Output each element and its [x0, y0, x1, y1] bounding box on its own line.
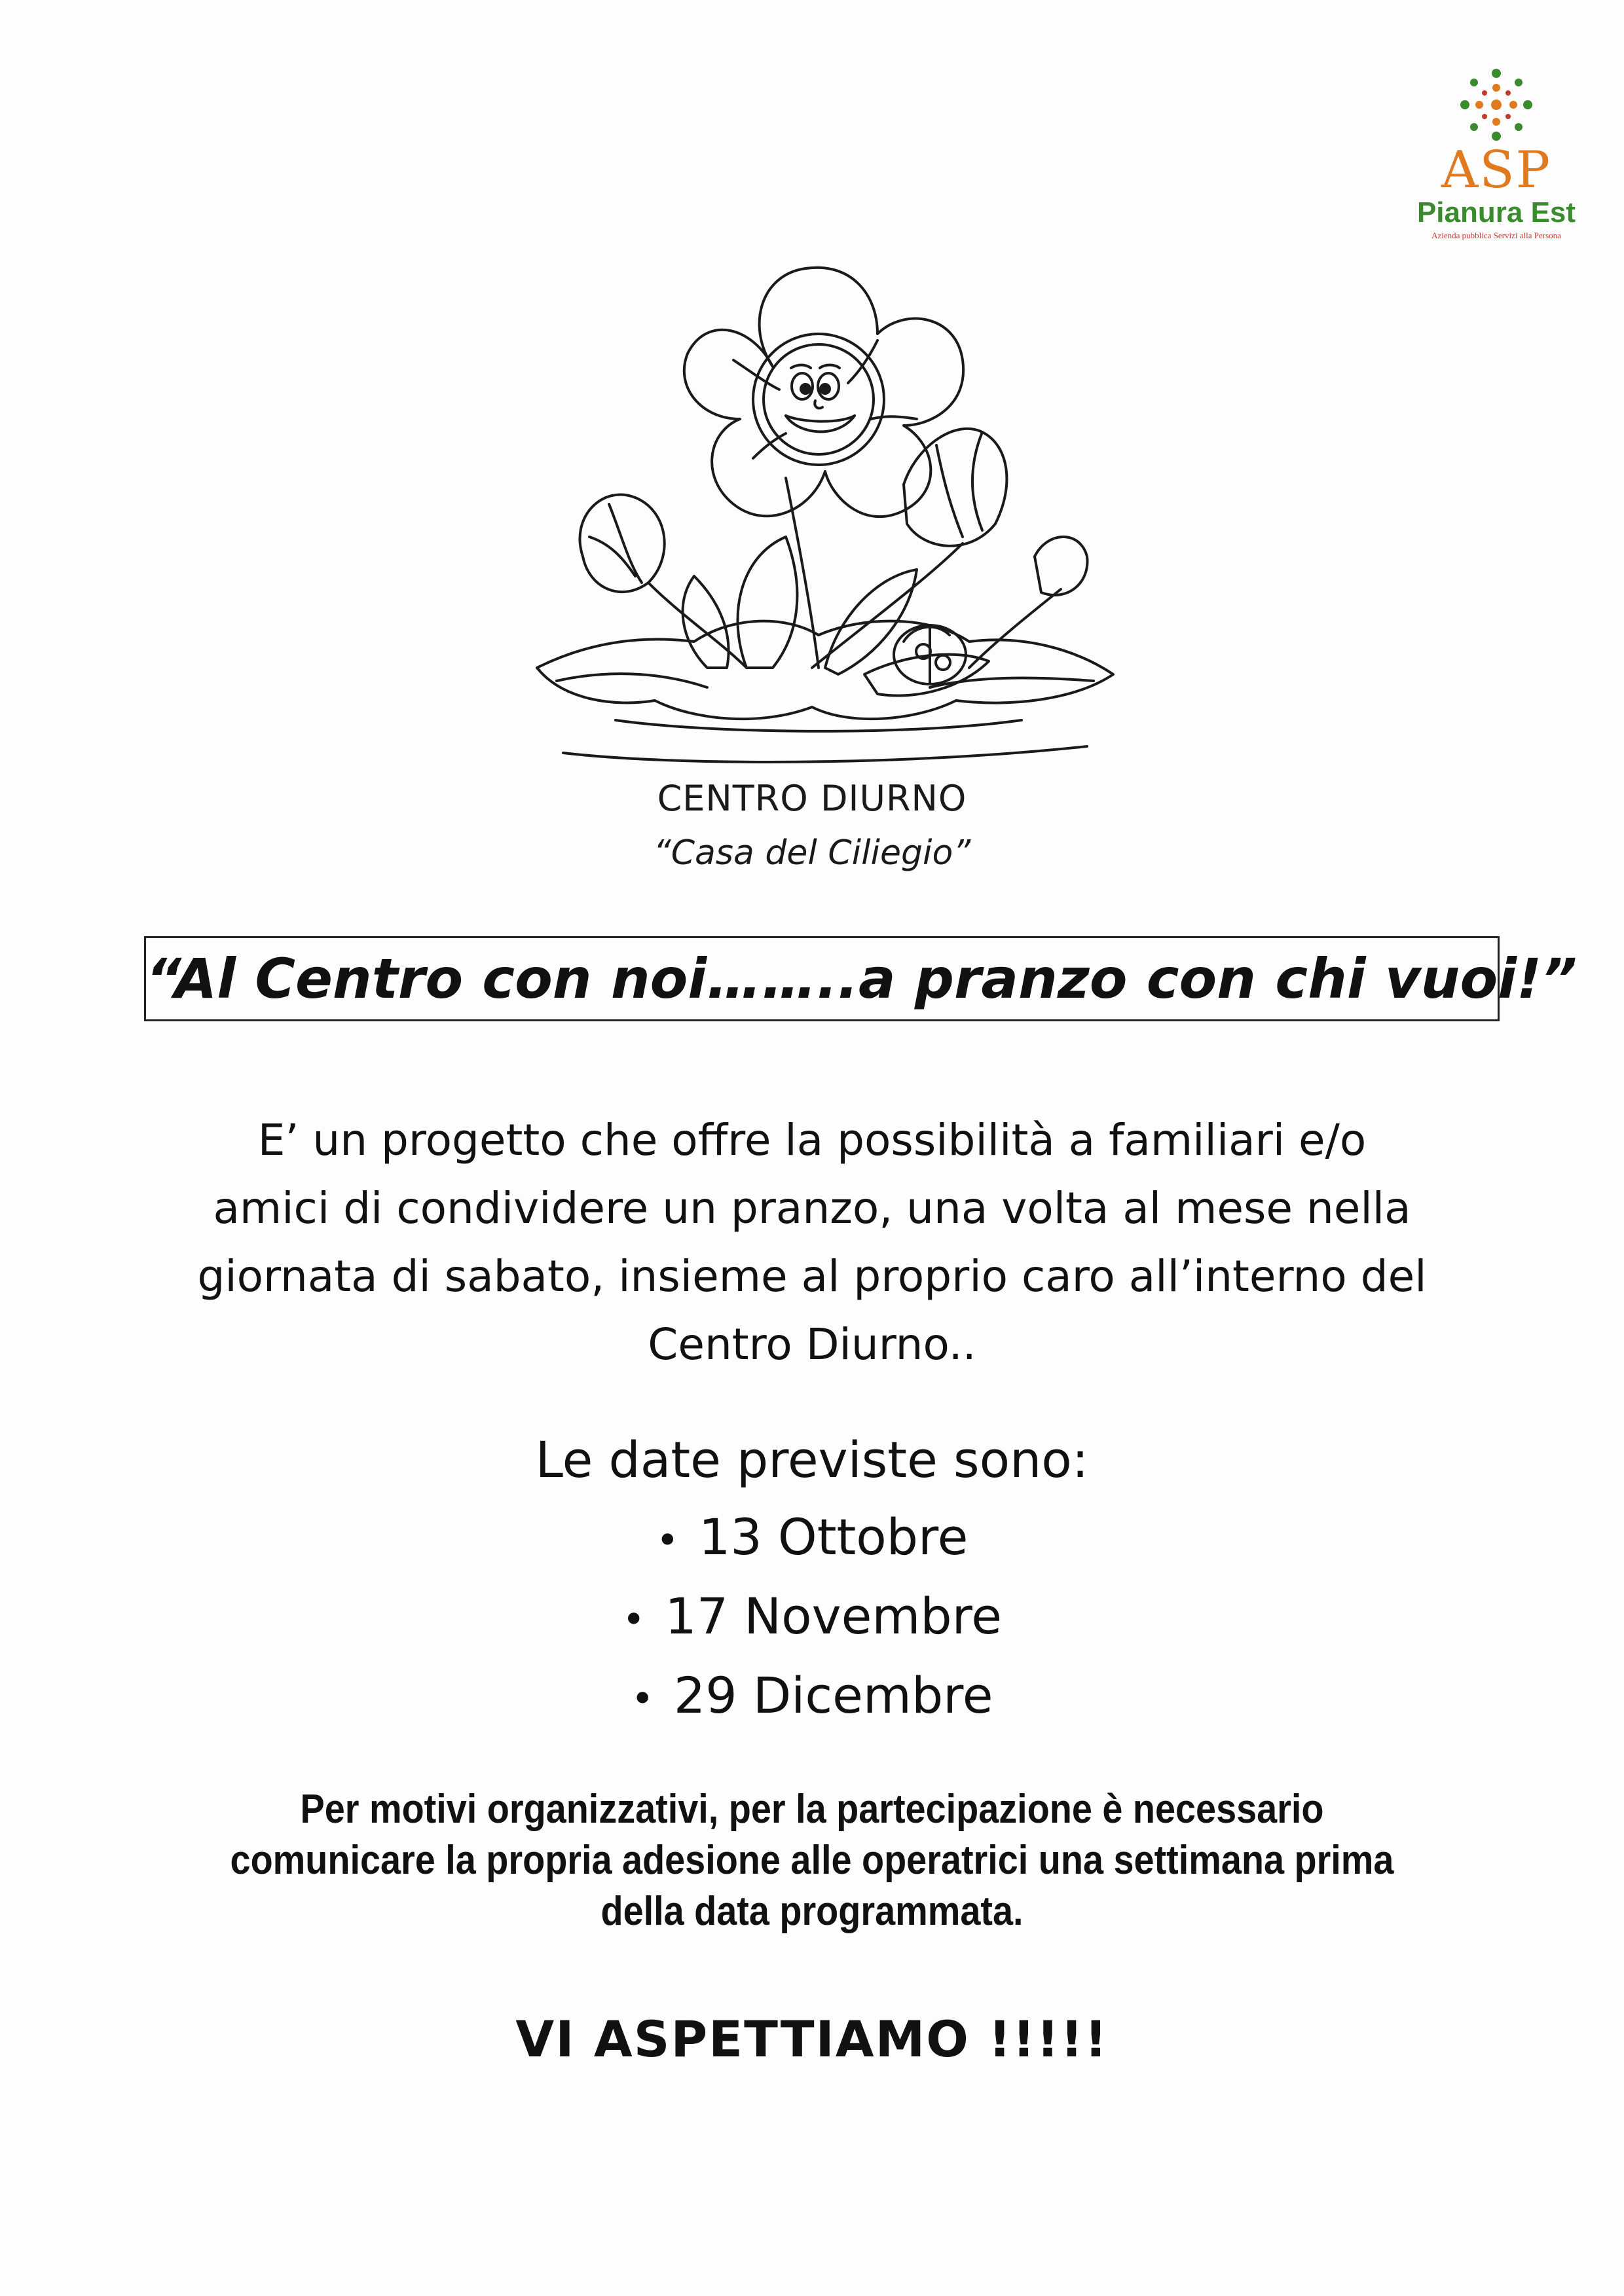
bullet-icon: • — [631, 1676, 654, 1722]
description-line: amici di condividere un pranzo, una volta al mese nella — [213, 1183, 1411, 1233]
dates-heading: Le date previste sono: — [535, 1430, 1089, 1489]
description-line: Centro Diurno.. — [648, 1319, 976, 1370]
slogan-text: “Al Centro con noi……..a pranzo con chi vuoi!” — [146, 947, 1578, 1011]
description-line: E’ un progetto che offre la possibilità a familiari e/o — [257, 1115, 1367, 1165]
notice-line: Per motivi organizzativi, per la partecipazione è necessario — [300, 1787, 1324, 1832]
center-subname: “Casa del Ciliegio” — [653, 833, 971, 873]
bullet-icon: • — [622, 1597, 646, 1643]
dates-list — [0, 1499, 1624, 1737]
logo-tagline: Azienda pubblica Servizi alla Persona — [1431, 230, 1561, 240]
date-item — [0, 1499, 1624, 1578]
description-line: giornata di sabato, insieme al proprio caro all’interno del — [197, 1251, 1427, 1302]
slogan-box — [144, 936, 1578, 1021]
notice-paragraph — [211, 1784, 1413, 1937]
date-item — [0, 1578, 1624, 1658]
date-text: 29 Dicembre — [673, 1666, 993, 1724]
logo-title: ASP — [1441, 141, 1552, 200]
logo-subtitle: Pianura Est — [1416, 196, 1576, 228]
smiling-flower-illustration — [511, 249, 1139, 792]
dotted-ring-logo-icon — [1457, 65, 1536, 144]
description-paragraph — [170, 1106, 1454, 1379]
date-text: 17 Novembre — [665, 1587, 1002, 1645]
date-item — [0, 1658, 1624, 1737]
date-text: 13 Ottobre — [699, 1508, 969, 1566]
bullet-icon: • — [655, 1518, 680, 1563]
closing-text: VI ASPETTIAMO !!!!! — [515, 2010, 1109, 2068]
notice-line: comunicare la propria adesione alle operatrici una settimana prima — [230, 1838, 1394, 1883]
notice-line: della data programmata. — [600, 1889, 1024, 1934]
asp-logo — [1388, 65, 1604, 262]
center-name: CENTRO DIURNO — [657, 778, 967, 819]
